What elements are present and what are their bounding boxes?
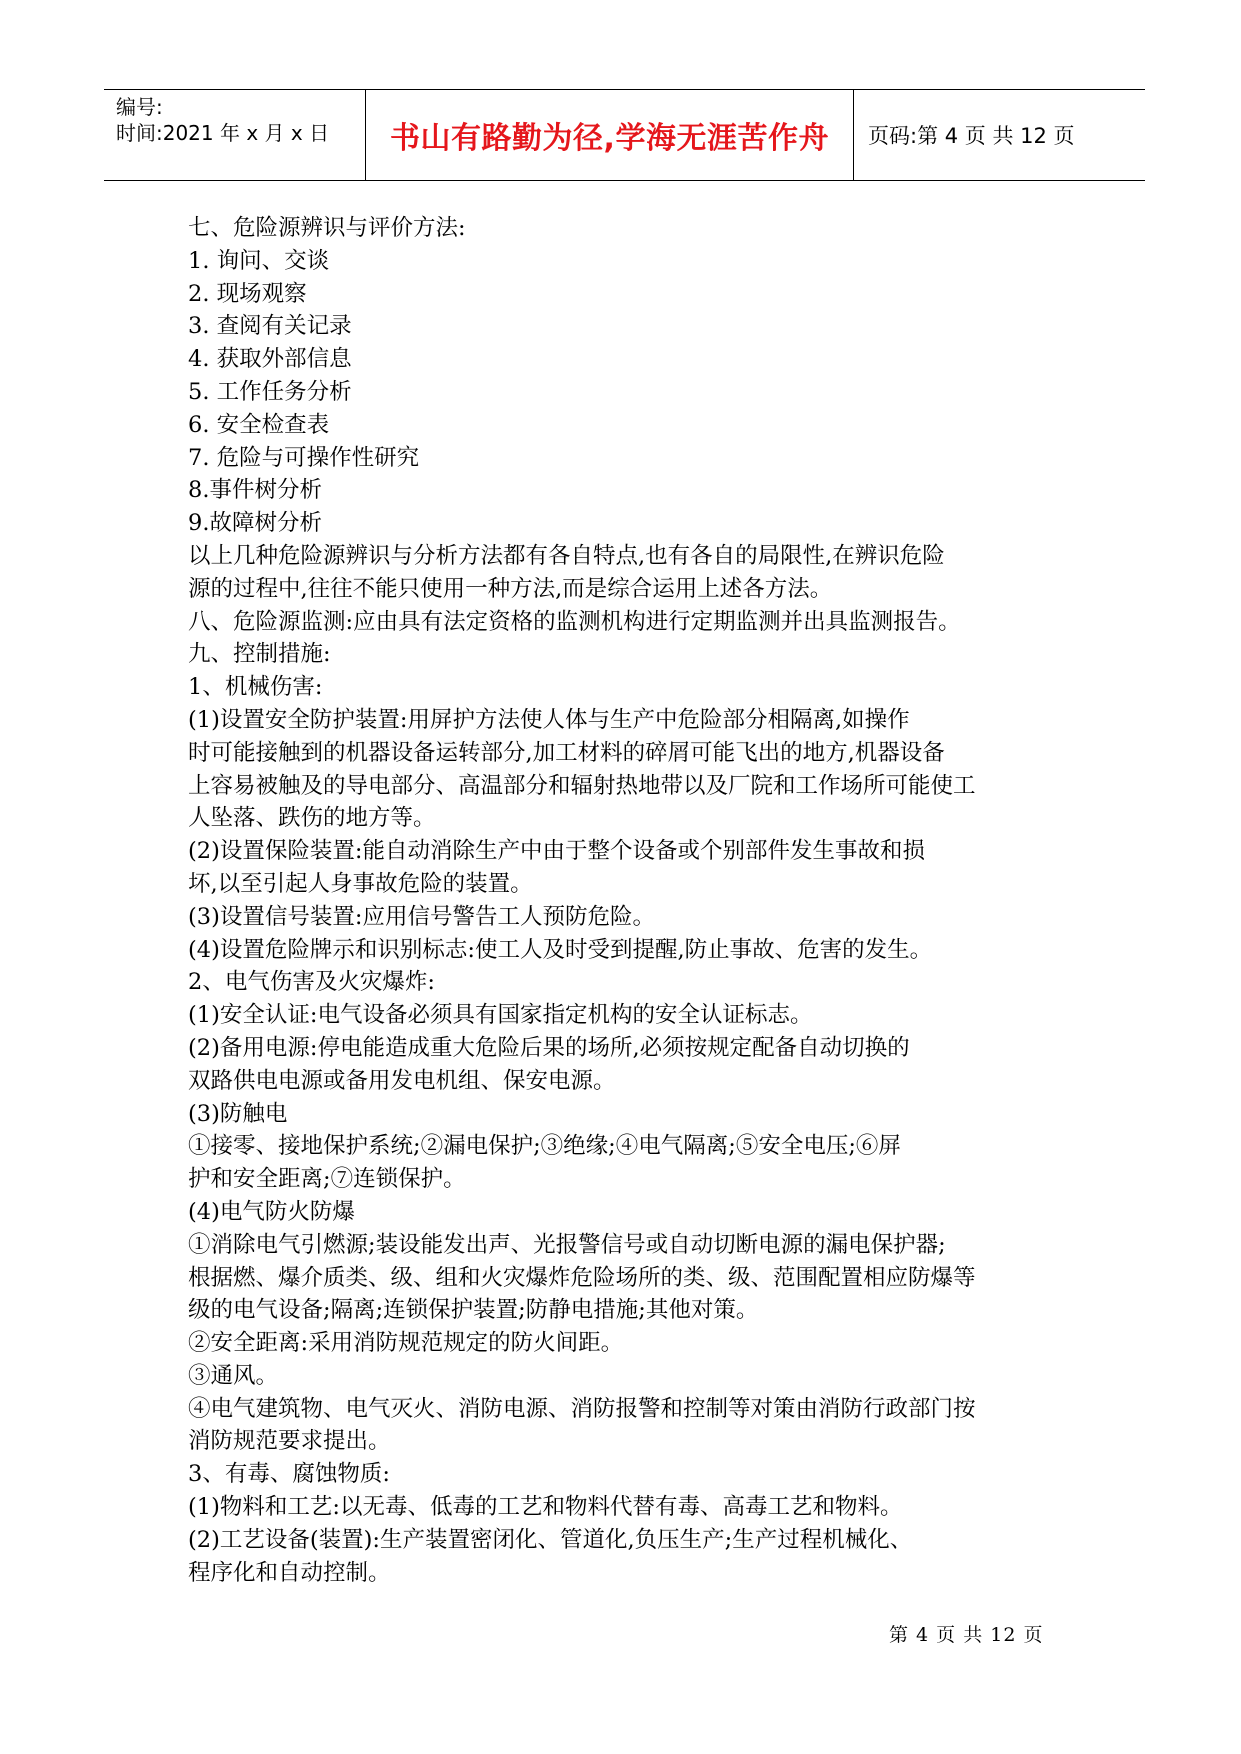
body-line: 七、危险源辨识与评价方法: <box>188 215 466 241</box>
body-line: 八、危险源监测:应由具有法定资格的监测机构进行定期监测并出具监测报告。 <box>188 608 961 635</box>
body-line: 源的过程中,往往不能只使用一种方法,而是综合运用上述各方法。 <box>188 575 833 602</box>
body-line: (2)备用电源:停电能造成重大危险后果的场所,必须按规定配备自动切换的 <box>188 1034 910 1061</box>
body-line: 2. 现场观察 <box>188 280 307 307</box>
body-line: 上容易被触及的导电部分、高温部分和辐射热地带以及厂院和工作场所可能使工 <box>188 772 976 799</box>
body-line: 3. 查阅有关记录 <box>188 313 352 340</box>
document-time-label: 时间:2021 年 x 月 x 日 <box>116 121 330 145</box>
body-line: (1)物料和工艺:以无毒、低毒的工艺和物料代替有毒、高毒工艺和物料。 <box>188 1494 903 1521</box>
body-line: 时可能接触到的机器设备运转部分,加工材料的碎屑可能飞出的地方,机器设备 <box>188 739 945 766</box>
body-line: 根据燃、爆介质类、级、组和火灾爆炸危险场所的类、级、范围配置相应防爆等 <box>188 1264 976 1291</box>
body-line: 人坠落、跌伤的地方等。 <box>188 805 436 832</box>
body-line: 6. 安全检查表 <box>188 411 330 438</box>
body-line: 9.故障树分析 <box>188 510 322 537</box>
document-body <box>188 212 1068 1589</box>
body-line: (2)设置保险装置:能自动消除生产中由于整个设备或个别部件发生事故和损 <box>188 838 925 865</box>
body-line: (4)设置危险牌示和识别标志:使工人及时受到提醒,防止事故、危害的发生。 <box>188 936 933 963</box>
body-line: 8.事件树分析 <box>188 477 322 504</box>
body-line: ④电气建筑物、电气灭火、消防电源、消防报警和控制等对策由消防行政部门按 <box>188 1395 976 1422</box>
body-line: 程序化和自动控制。 <box>188 1559 391 1586</box>
body-line: 坏,以至引起人身事故危险的装置。 <box>188 870 533 897</box>
body-line: 消防规范要求提出。 <box>188 1428 391 1455</box>
body-line: 7. 危险与可操作性研究 <box>188 444 420 471</box>
body-line: 级的电气设备;隔离;连锁保护装置;防静电措施;其他对策。 <box>188 1297 759 1324</box>
body-line: 1、机械伤害: <box>188 674 323 701</box>
body-line: 3、有毒、腐蚀物质: <box>188 1461 390 1488</box>
body-line: (3)设置信号装置:应用信号警告工人预防危险。 <box>188 903 655 930</box>
body-line: 4. 获取外部信息 <box>188 346 352 373</box>
body-line: 5. 工作任务分析 <box>188 378 352 405</box>
body-line: 1. 询问、交谈 <box>188 247 330 274</box>
body-line: (1)设置安全防护装置:用屏护方法使人体与生产中危险部分相隔离,如操作 <box>188 706 910 733</box>
body-line: (3)防触电 <box>188 1100 288 1127</box>
body-line: 2、电气伤害及火灾爆炸: <box>188 969 435 996</box>
body-line: 九、控制措施: <box>188 641 331 668</box>
body-line: 双路供电电源或备用发电机组、保安电源。 <box>188 1067 616 1094</box>
header-slogan: 书山有路勤为径,学海无涯苦作舟 <box>366 90 854 180</box>
document-number-label: 编号: <box>116 95 163 119</box>
body-line: ③通风。 <box>188 1362 279 1389</box>
header-page-number: 页码:第 4 页 共 12 页 <box>868 124 1075 148</box>
body-line: 以上几种危险源辨识与分析方法都有各自特点,也有各自的局限性,在辨识危险 <box>188 542 945 569</box>
page-footer: 第 4 页 共 12 页 <box>889 1624 1044 1646</box>
body-line: (4)电气防火防爆 <box>188 1198 355 1225</box>
body-line: ①消除电气引燃源;装设能发出声、光报警信号或自动切断电源的漏电保护器; <box>188 1231 946 1258</box>
body-line: ②安全距离:采用消防规范规定的防火间距。 <box>188 1330 624 1357</box>
body-line: ①接零、接地保护系统;②漏电保护;③绝缘;④电气隔离;⑤安全电压;⑥屏 <box>188 1133 901 1160</box>
body-line: 护和安全距离;⑦连锁保护。 <box>188 1166 466 1193</box>
header-info-cell <box>104 90 366 180</box>
body-line: (1)安全认证:电气设备必须具有国家指定机构的安全认证标志。 <box>188 1002 813 1029</box>
page-header <box>104 89 1145 181</box>
body-line: (2)工艺设备(装置):生产装置密闭化、管道化,负压生产;生产过程机械化、 <box>188 1526 913 1553</box>
